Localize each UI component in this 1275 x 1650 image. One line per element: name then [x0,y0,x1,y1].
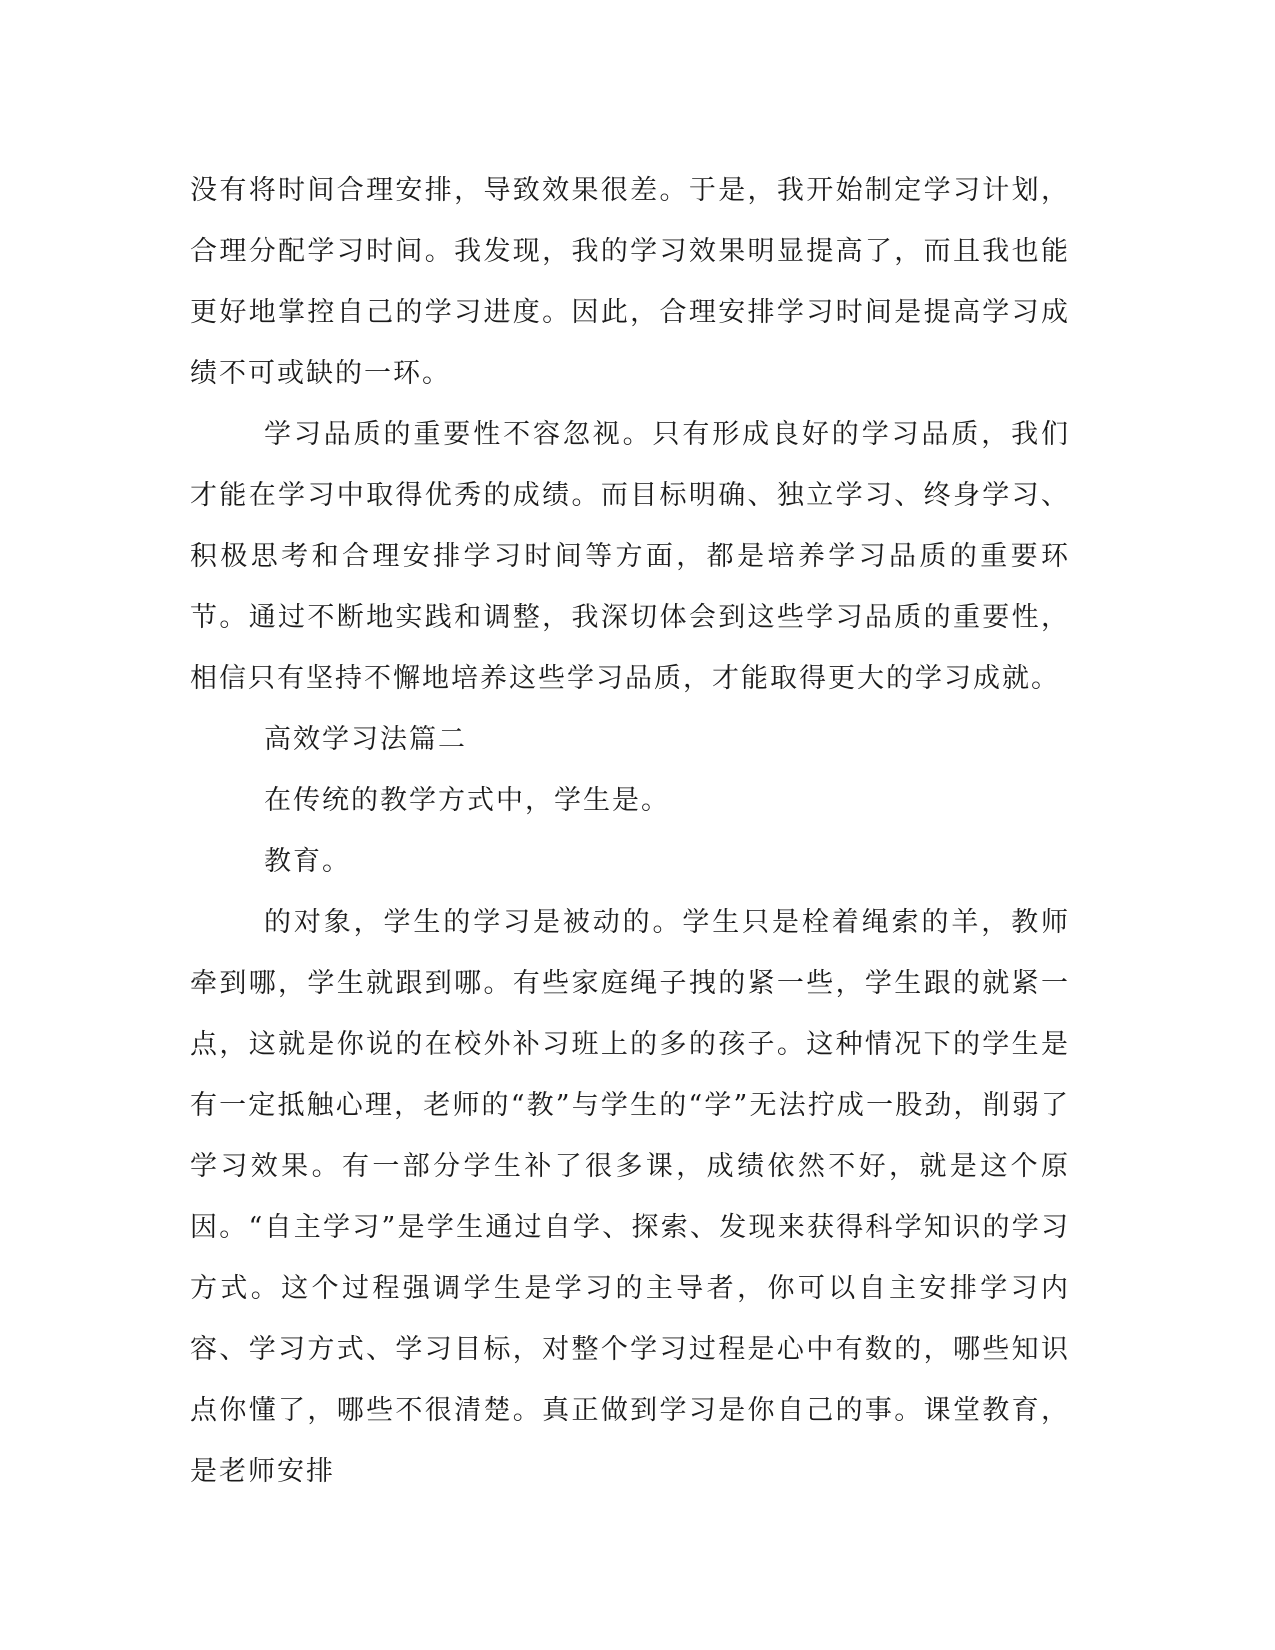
paragraph-learning-quality: 学习品质的重要性不容忽视。只有形成良好的学习品质，我们才能在学习中取得优秀的成绩。而目标明确、独立学习、终身学习、积极思考和合理安排学习时间等方面，都是培养学习品质的重要环节。通过不断地实践和调整，我深切体会到这些学习品质的重要性，相信只有坚持不懈地培养这些学习品质，才能取得更大的学习成就。 [190,419,1070,694]
paragraph-traditional-teaching: 在传统的教学方式中，学生是。 [264,785,670,816]
document-body [190,160,1070,1502]
paragraph-self-directed-learning: 的对象，学生的学习是被动的。学生只是栓着绳索的羊，教师牵到哪，学生就跟到哪。有些家庭绳子拽的紧一些，学生跟的就紧一点，这就是你说的在校外补习班上的多的孩子。这种情况下的学生是有一定抵触心理，老师的“教”与学生的“学”无法拧成一股劲，削弱了学习效果。有一部分学生补了很多课，成绩依然不好，就是这个原因。“自主学习”是学生通过自学、探索、发现来获得科学知识的学习方式。这个过程强调学生是学习的主导者，你可以自主安排学习内容、学习方式、学习目标，对整个学习过程是心中有数的，哪些知识点你懂了，哪些不很清楚。真正做到学习是你自己的事。课堂教育，是老师安排 [190,907,1070,1487]
paragraph-education: 教育。 [264,846,351,877]
section-heading: 高效学习法篇二 [264,724,467,755]
paragraph-time-planning: 没有将时间合理安排，导致效果很差。于是，我开始制定学习计划，合理分配学习时间。我发现，我的学习效果明显提高了，而且我也能更好地掌控自己的学习进度。因此，合理安排学习时间是提高学习成绩不可或缺的一环。 [190,175,1070,389]
